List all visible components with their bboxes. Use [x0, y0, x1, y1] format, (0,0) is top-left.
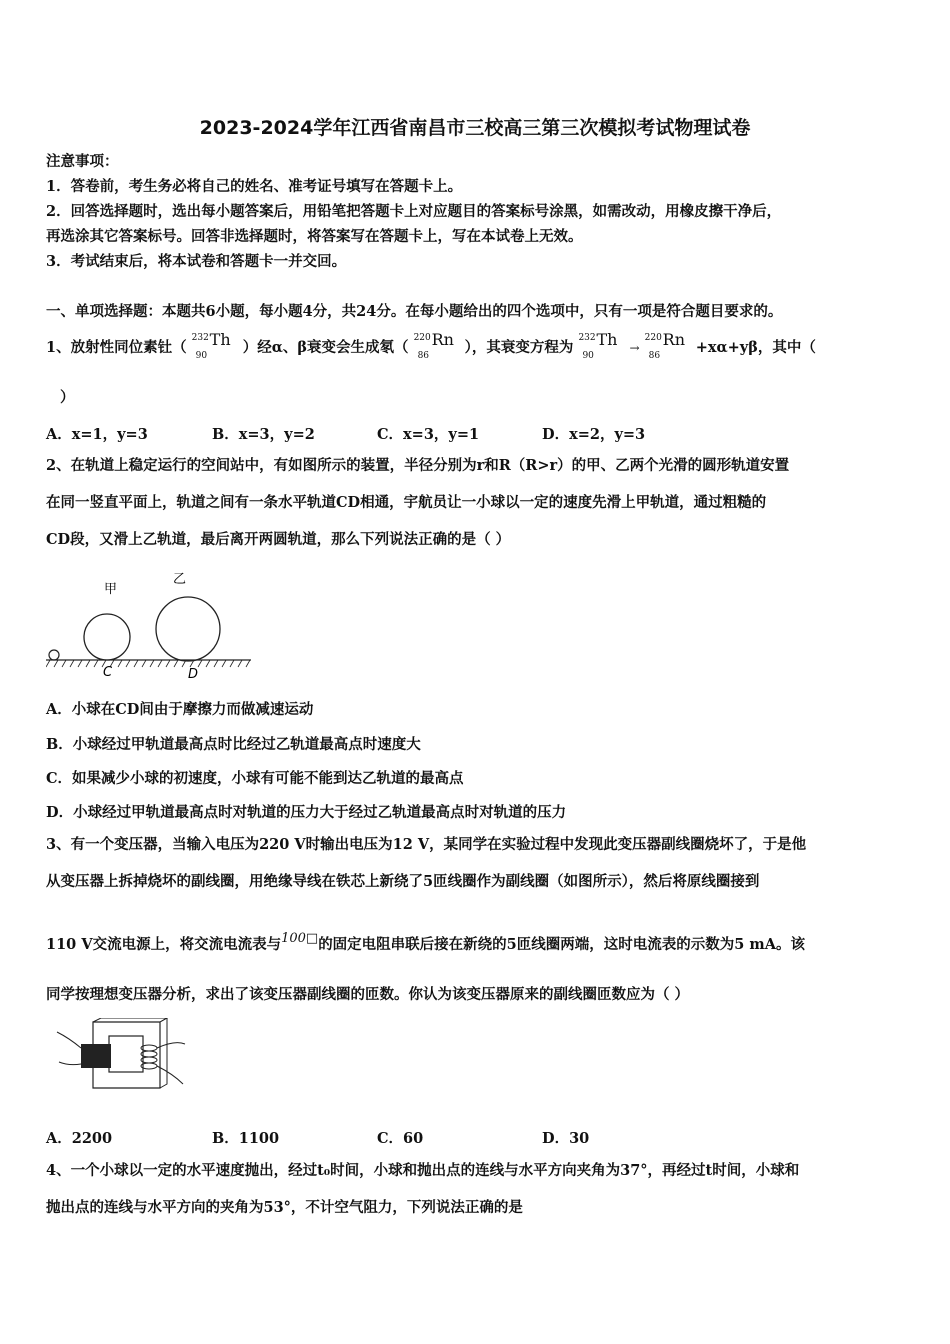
th-number: 90	[195, 351, 208, 361]
q1-tail: +xα+yβ，其中（	[695, 339, 816, 356]
q2-option-b[interactable]: B．小球经过甲轨道最高点时比经过乙轨道最高点时速度大	[46, 736, 421, 753]
q2-option-d[interactable]: D．小球经过甲轨道最高点时对轨道的压力大于经过乙轨道最高点时对轨道的压力	[46, 804, 567, 821]
track-yi-circle	[156, 597, 220, 661]
ground-hatching	[46, 660, 250, 667]
radon-nuclide-eq	[644, 330, 691, 361]
label-yi: 乙	[173, 572, 187, 587]
label-jia: 甲	[104, 582, 118, 597]
q1-option-c[interactable]: C．x=3，y=1	[377, 426, 480, 443]
primary-coil	[81, 1044, 111, 1068]
arrow: →	[629, 341, 640, 355]
question-1-stem	[46, 330, 910, 361]
q3-option-b[interactable]: B．1100	[212, 1130, 280, 1147]
q3-line-1: 3、有一个变压器，当输入电压为220 V时输出电压为12 V，某同学在实验过程中发现此变压器副线圈烧坏了，于是他	[46, 836, 807, 853]
q4-line-2: 抛出点的连线与水平方向的夹角为53°，不计空气阻力，下列说法正确的是	[46, 1199, 523, 1216]
label-d: D	[188, 667, 199, 682]
notice-item-2a: 2．回答选择题时，选出每小题答案后，用铅笔把答题卡上对应题目的答案标号涂黑，如需改动，用橡皮擦干净后，	[46, 203, 782, 220]
q2-option-a[interactable]: A．小球在CD间由于摩擦力而做减速运动	[46, 701, 314, 718]
q1-pre: 1、放射性同位素钍（	[46, 339, 187, 356]
notice-item-2b: 再选涂其它答案标号。回答非选择题时，将答案写在答题卡上，写在本试卷上无效。	[46, 228, 583, 245]
th-symbol-eq: Th	[596, 330, 618, 349]
thorium-nuclide	[191, 330, 238, 361]
q1-mid: ）经α、β衰变会生成氡（	[242, 339, 409, 356]
notice-heading: 注意事项：	[46, 153, 119, 170]
q1-option-b[interactable]: B．x=3，y=2	[212, 426, 315, 443]
page-title: 2023-2024学年江西省南昌市三校高三第三次模拟考试物理试卷	[199, 117, 751, 139]
th-symbol: Th	[209, 330, 231, 349]
rn-symbol-eq: Rn	[662, 330, 685, 349]
track-jia-circle	[84, 614, 130, 660]
th-mass: 232	[191, 333, 209, 343]
q2-line-2: 在同一竖直平面上，轨道之间有一条水平轨道CD相通，宇航员让一小球以一定的速度先滑上甲轨道，通过粗糙的	[46, 494, 767, 511]
rn-symbol: Rn	[431, 330, 454, 349]
track-diagram	[46, 568, 256, 683]
resistor-value: 100□	[281, 931, 319, 946]
q2-line-3: CD段，又滑上乙轨道，最后离开两圆轨道，那么下列说法正确的是（ ）	[46, 531, 511, 548]
thorium-nuclide-eq	[578, 330, 624, 361]
q4-line-1: 4、一个小球以一定的水平速度抛出，经过t₀时间，小球和抛出点的连线与水平方向夹角为37°，再经过t时间，小球和	[46, 1162, 800, 1179]
label-c: C	[103, 665, 113, 680]
q3-line-3	[46, 931, 910, 956]
q3-line-4: 同学按理想变压器分析，求出了该变压器副线圈的匝数。你认为该变压器原来的副线圈匝数应为（ ）	[46, 986, 690, 1003]
section-heading: 一、单项选择题：本题共6小题，每小题4分，共24分。在每小题给出的四个选项中，只有一项是符合题目要求的。	[46, 303, 783, 320]
rn-mass: 220	[413, 333, 431, 343]
q1-option-d[interactable]: D．x=2，y=3	[542, 426, 646, 443]
rn-number-eq: 86	[648, 351, 661, 361]
notice-item-1: 1．答卷前，考生务必将自己的姓名、准考证号填写在答题卡上。	[46, 178, 463, 195]
radon-nuclide	[413, 330, 460, 361]
q1-option-a[interactable]: A．x=1，y=3	[46, 426, 148, 443]
rn-number: 86	[417, 351, 430, 361]
q3-option-a[interactable]: A．2200	[46, 1130, 113, 1147]
th-number-eq: 90	[582, 351, 594, 361]
q3-line-2: 从变压器上拆掉烧坏的副线圈，用绝缘导线在铁芯上新绕了5匝线圈作为副线圈（如图所示），然后将原线圈接到	[46, 873, 760, 890]
th-mass-eq: 232	[578, 333, 596, 343]
ball	[49, 650, 59, 660]
q2-option-c[interactable]: C．如果减少小球的初速度，小球有可能不能到达乙轨道的最高点	[46, 770, 464, 787]
q3-option-d[interactable]: D．30	[542, 1130, 590, 1147]
transformer-figure	[55, 1018, 190, 1098]
q1-close: ）	[60, 389, 75, 406]
q1-post: ），其衰变方程为	[464, 339, 574, 356]
notice-item-3: 3．考试结束后，将本试卷和答题卡一并交回。	[46, 253, 347, 270]
q3-line-3a: 110 V交流电源上，将交流电流表与	[46, 936, 282, 953]
rn-mass-eq: 220	[644, 333, 662, 343]
q2-line-1: 2、在轨道上稳定运行的空间站中，有如图所示的装置，半径分别为r和R（R>r）的甲、乙两个光滑的圆形轨道安置	[46, 457, 790, 474]
q3-option-c[interactable]: C．60	[377, 1130, 424, 1147]
q3-line-3b: 的固定电阻串联后接在新绕的5匝线圈两端，这时电流表的示数为5 mA。该	[318, 936, 806, 953]
